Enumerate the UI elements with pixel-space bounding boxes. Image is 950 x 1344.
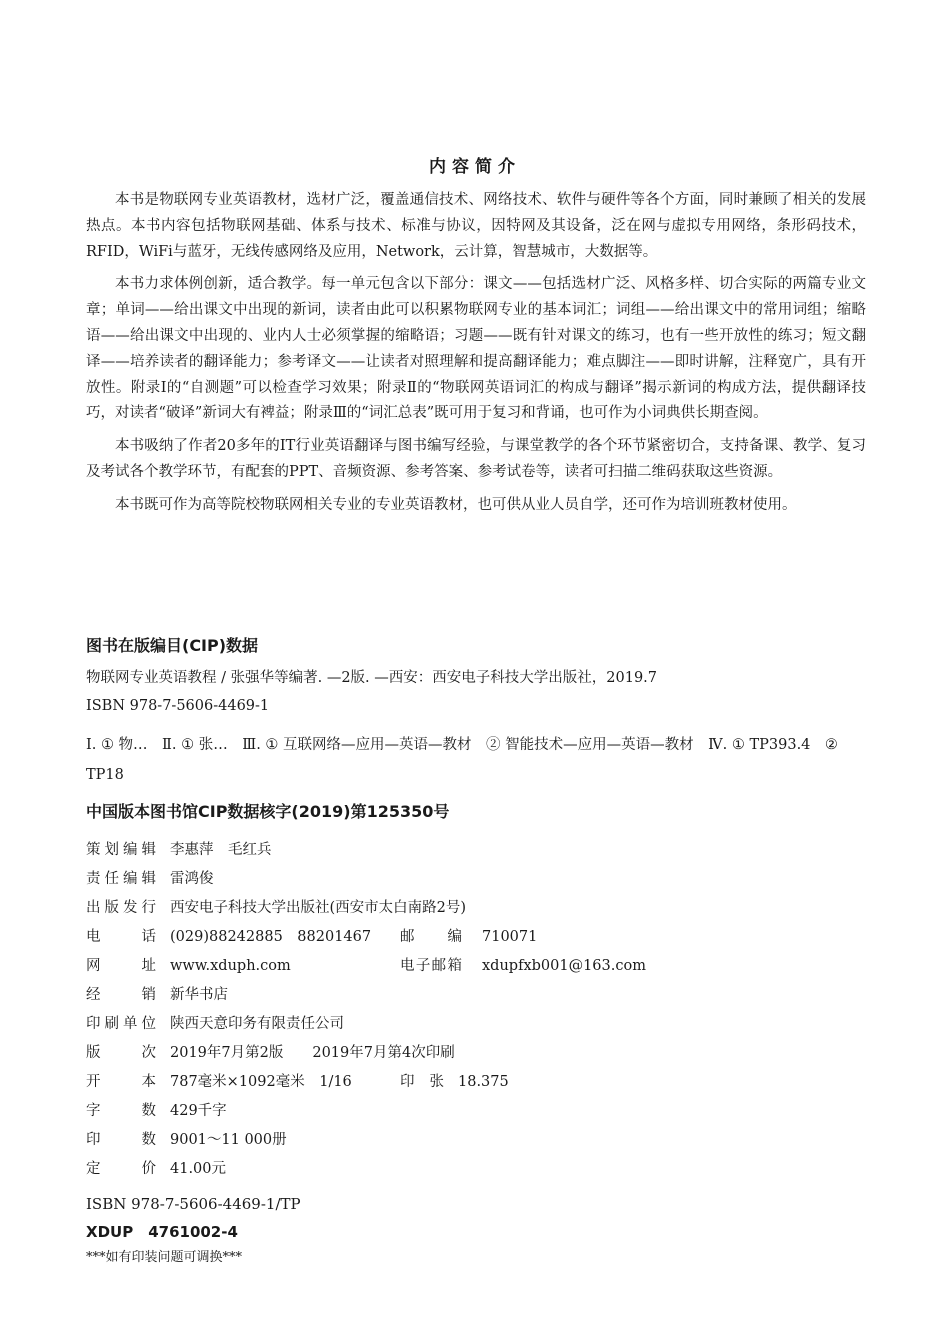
info-label: 版次 xyxy=(86,1045,156,1061)
replacement-note: ***如有印装问题可调换*** xyxy=(86,1250,243,1265)
info-value: 710071 xyxy=(482,929,538,945)
info-label: 定价 xyxy=(86,1161,156,1177)
info-value: (029)88242885 88201467 xyxy=(170,929,372,945)
info-label: 电话 xyxy=(86,929,156,945)
info-value: 2019年7月第2版 2019年7月第4次印刷 xyxy=(170,1045,455,1061)
isbn-code: ISBN 978-7-5606-4469-1/TP xyxy=(86,1195,301,1213)
info-label: 邮编 xyxy=(400,929,462,945)
info-label: 开本 xyxy=(86,1074,156,1090)
info-label: 印张 xyxy=(400,1074,444,1090)
info-row-word-count xyxy=(86,1097,866,1126)
info-label: 出版发行 xyxy=(86,900,156,916)
publication-info xyxy=(86,836,866,1184)
xdup-code: XDUP 4761002-4 xyxy=(86,1223,238,1241)
info-value: 9001～11 000册 xyxy=(170,1132,287,1148)
intro-paragraph: 本书吸纳了作者20多年的IT行业英语翻译与图书编写经验，与课堂教学的各个环节紧密切合，支持备课、教学、复习及考试各个教学环节，有配套的PPT、音频资源、参考答案、参考试卷等，读者可扫描二维码获取这些资源。 xyxy=(86,438,866,480)
info-label: 印刷单位 xyxy=(86,1016,156,1032)
info-row-format xyxy=(86,1068,866,1097)
info-label: 网址 xyxy=(86,958,156,974)
info-value: 陕西天意印务有限责任公司 xyxy=(170,1016,344,1032)
info-label: 责任编辑 xyxy=(86,871,156,887)
info-row-printer xyxy=(86,1010,866,1039)
intro-title: 内容简介 xyxy=(429,157,521,177)
info-row-website xyxy=(86,952,866,981)
info-value: 429千字 xyxy=(170,1103,227,1119)
info-value: 787毫米×1092毫米 1/16 xyxy=(170,1074,352,1090)
info-value: 18.375 xyxy=(458,1074,509,1090)
info-value: xdupfxb001@163.com xyxy=(482,958,646,974)
info-label: 策划编辑 xyxy=(86,842,156,858)
info-row-responsible-editor xyxy=(86,865,866,894)
intro-paragraph: 本书是物联网专业英语教材，选材广泛，覆盖通信技术、网络技术、软件与硬件等各个方面，同时兼顾了相关的发展热点。本书内容包括物联网基础、体系与技术、标准与协议，因特网及其设备，泛在网与虚拟专用网络，条形码技术，RFID，WiFi与蓝牙，无线传感网络及应用，Network，云计算，智慧城市，大数据等。 xyxy=(86,192,866,260)
intro-body xyxy=(86,188,866,526)
cip-approval-number: 中国版本图书馆CIP数据核字(2019)第125350号 xyxy=(86,802,450,821)
cip-record: 物联网专业英语教程 / 张强华等编著. —2版. —西安：西安电子科技大学出版社，2019.7 xyxy=(86,670,657,686)
info-value: www.xduph.com xyxy=(170,958,291,974)
info-row-edition xyxy=(86,1039,866,1068)
info-row-publisher xyxy=(86,894,866,923)
info-value: 李惠萍 毛红兵 xyxy=(170,842,272,858)
info-label: 电子邮箱 xyxy=(400,958,462,974)
info-value: 新华书店 xyxy=(170,987,228,1003)
info-row-phone xyxy=(86,923,866,952)
intro-paragraph: 本书力求体例创新，适合教学。每一单元包含以下部分：课文——包括选材广泛、风格多样、切合实际的两篇专业文章；单词——给出课文中出现的新词，读者由此可以积累物联网专业的基本词汇；词组——给出课文中的常用词组；缩略语——给出课文中出现的、业内人士必须掌握的缩略语；习题——既有针对课文的练习，也有一些开放性的练习；短文翻译——培养读者的翻译能力；参考译文——让读者对照理解和提高翻译能力；难点脚注——即时讲解，注释宽广，具有开放性。附录Ⅰ的“自测题”可以检查学习效果；附录Ⅱ的“物联网英语词汇的构成与翻译”揭示新词的构成方法，提供翻译技巧，对读者“破译”新词大有裨益；附录Ⅲ的“词汇总表”既可用于复习和背诵，也可作为小词典供长期查阅。 xyxy=(86,276,866,422)
info-row-price xyxy=(86,1155,866,1184)
cip-heading: 图书在版编目(CIP)数据 xyxy=(86,636,259,655)
info-label: 字数 xyxy=(86,1103,156,1119)
info-value: 41.00元 xyxy=(170,1161,227,1177)
footer-codes xyxy=(86,1190,866,1270)
info-row-distributor xyxy=(86,981,866,1010)
info-label: 经销 xyxy=(86,987,156,1003)
info-value: 西安电子科技大学出版社(西安市太白南路2号) xyxy=(170,900,467,916)
cip-block xyxy=(86,632,866,832)
info-row-planning-editor xyxy=(86,836,866,865)
info-value: 雷鸿俊 xyxy=(170,871,214,887)
cip-isbn: ISBN 978-7-5606-4469-1 xyxy=(86,698,270,714)
cip-classification: Ⅰ. ① 物… Ⅱ. ① 张… Ⅲ. ① 互联网络—应用—英语—教材 ② 智能技术—应用—英语—教材 Ⅳ. ① TP393.4 ② TP18 xyxy=(86,737,838,783)
info-row-print-run xyxy=(86,1126,866,1155)
intro-paragraph: 本书既可作为高等院校物联网相关专业的专业英语教材，也可供从业人员自学，还可作为培训班教材使用。 xyxy=(115,496,797,513)
info-label: 印数 xyxy=(86,1132,156,1148)
